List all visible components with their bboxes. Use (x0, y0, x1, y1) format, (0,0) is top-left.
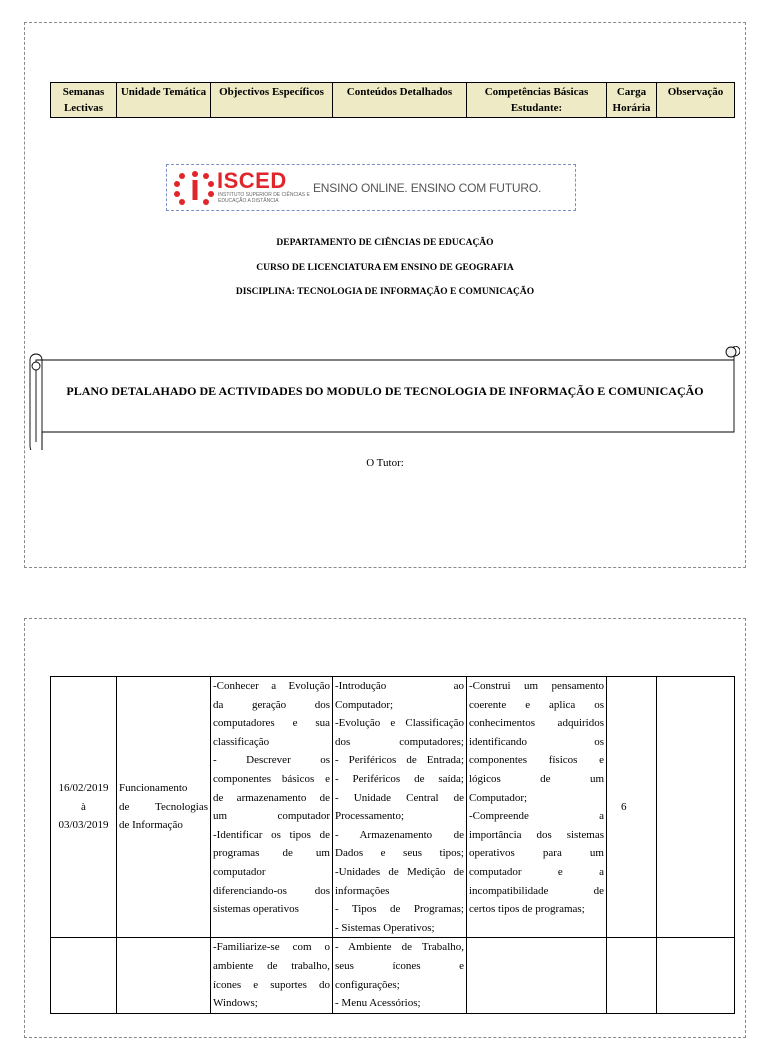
competency-line: -Compreende a (469, 810, 604, 823)
objective-line: sistemas operativos (213, 903, 299, 916)
col-conteudos: Conteúdos Detalhados (333, 83, 467, 118)
objective-line: ícones e suportes do (213, 978, 330, 991)
isced-slogan: ENSINO ONLINE. ENSINO COM FUTURO. (313, 181, 542, 195)
thematic-unit (117, 677, 211, 938)
basic-competencies (467, 677, 607, 938)
objective-line: -Conhecer a Evolução (213, 680, 330, 692)
content-line: - Tipos de Programas; (335, 903, 464, 916)
objective-line: computadores e sua (213, 717, 330, 730)
col-observacao: Observação (657, 83, 735, 118)
objective-line: -Familiarize-se com o (213, 941, 330, 954)
course-name: CURSO DE LICENCIATURA EM ENSINO DE GEOGRAFIA (256, 263, 514, 273)
isced-logo-subtitle: INSTITUTO SUPERIOR DE CIÊNCIAS E EDUCAÇÃO A DISTÂNCIA (218, 192, 310, 204)
basic-competencies (467, 938, 607, 1013)
competency-line: componentes físicos e (469, 754, 604, 767)
objective-line: de armazenamento de (213, 791, 330, 804)
content-line: -Introdução ao (335, 680, 464, 692)
content-line: - Armazenamento de (335, 828, 464, 841)
competency-line: incompatibilidade de (469, 884, 604, 897)
competency-line: conhecimentos adquiridos (469, 717, 604, 730)
content-line: Dados e seus tipos; (335, 847, 464, 860)
isced-logo-icon (173, 170, 215, 206)
competency-line: coerente e aplica os (469, 698, 604, 711)
objective-line: -Identificar os tipos de (213, 828, 330, 841)
content-line: dos computadores; (335, 735, 464, 748)
content-line: - Ambiente de Trabalho, (335, 941, 464, 954)
observation (657, 677, 735, 938)
specific-objectives (211, 677, 333, 938)
content-line: configurações; (335, 978, 400, 991)
col-competencias: Competências Básicas Estudante: (467, 83, 607, 118)
plan-header-table (50, 82, 735, 118)
content-line: - Sistemas Operativos; (335, 921, 435, 934)
workload-hours: 6 (607, 677, 657, 938)
content-line: informações (335, 884, 390, 897)
content-line: Computador; (335, 698, 394, 711)
col-unidade: Unidade Temática (117, 83, 211, 118)
detailed-contents (333, 677, 467, 938)
competency-line: Computador; (469, 791, 528, 804)
competency-line: lógicos de um (469, 772, 604, 785)
objective-line: ambiente de trabalho, (213, 959, 330, 972)
discipline-name: DISCIPLINA: TECNOLOGIA DE INFORMAÇÃO E COMUNICAÇÃO (235, 287, 535, 297)
content-line: - Periféricos de Entrada; (335, 754, 464, 767)
content-line: seus ícones e (335, 959, 464, 972)
tutor-label: O Tutor: (366, 457, 404, 469)
objective-line: classificação (213, 735, 270, 748)
col-objectivos: Objectivos Específicos (211, 83, 333, 118)
objective-line: um computador (213, 810, 330, 823)
date-end: 03/03/2019 (58, 819, 109, 832)
objective-line: Windows; (213, 997, 258, 1010)
competency-line: operativos para um (469, 847, 604, 860)
unit-line: Funcionamento (119, 782, 188, 795)
objective-line: da geração dos (213, 698, 330, 711)
objective-line: programas de um (213, 847, 330, 860)
isced-logo-name: ISCED (217, 168, 287, 193)
department-name: DEPARTAMENTO DE CIÊNCIAS DE EDUCAÇÃO (276, 238, 494, 248)
header-row (51, 83, 735, 118)
objective-line: - Descrever os (213, 754, 330, 767)
week-dates (51, 938, 117, 1013)
isced-logo-banner (166, 164, 576, 211)
week-dates (51, 677, 117, 938)
objective-line: computador (213, 865, 266, 878)
objective-line: componentes básicos e (213, 772, 330, 785)
thematic-unit (117, 938, 211, 1013)
table-row (51, 677, 735, 938)
competency-line: certos tipos de programas; (469, 903, 585, 916)
workload-hours (607, 938, 657, 1013)
col-semanas: Semanas Lectivas (51, 83, 117, 118)
plan-content-table (50, 676, 735, 1014)
competency-line: importância dos sistemas (469, 828, 604, 841)
detailed-contents (333, 938, 467, 1013)
unit-line: de Informação (119, 819, 183, 832)
col-carga: Carga Horária (607, 83, 657, 118)
content-line: - Menu Acessórios; (335, 997, 421, 1010)
date-start: 16/02/2019 (58, 782, 109, 795)
plan-title: PLANO DETALAHADO DE ACTIVIDADES DO MODULO DE TECNOLOGIA DE INFORMAÇÃO E COMUNICAÇÃO (66, 384, 704, 398)
content-line: - Unidade Central de (335, 791, 464, 804)
content-line: Processamento; (335, 810, 405, 823)
date-separator: à (81, 800, 86, 813)
content-line: -Unidades de Medição de (335, 865, 464, 878)
specific-objectives (211, 938, 333, 1013)
observation (657, 938, 735, 1013)
competency-line: -Construi um pensamento (469, 680, 604, 692)
table-row (51, 938, 735, 1013)
unit-line: de Tecnologias (119, 800, 208, 813)
content-line: -Evolução e Classificação (335, 717, 464, 730)
competency-line: computador e a (469, 865, 604, 878)
competency-line: identificando os (469, 735, 604, 748)
objective-line: diferenciando-os dos (213, 884, 330, 897)
content-line: - Periféricos de saída; (335, 772, 464, 785)
